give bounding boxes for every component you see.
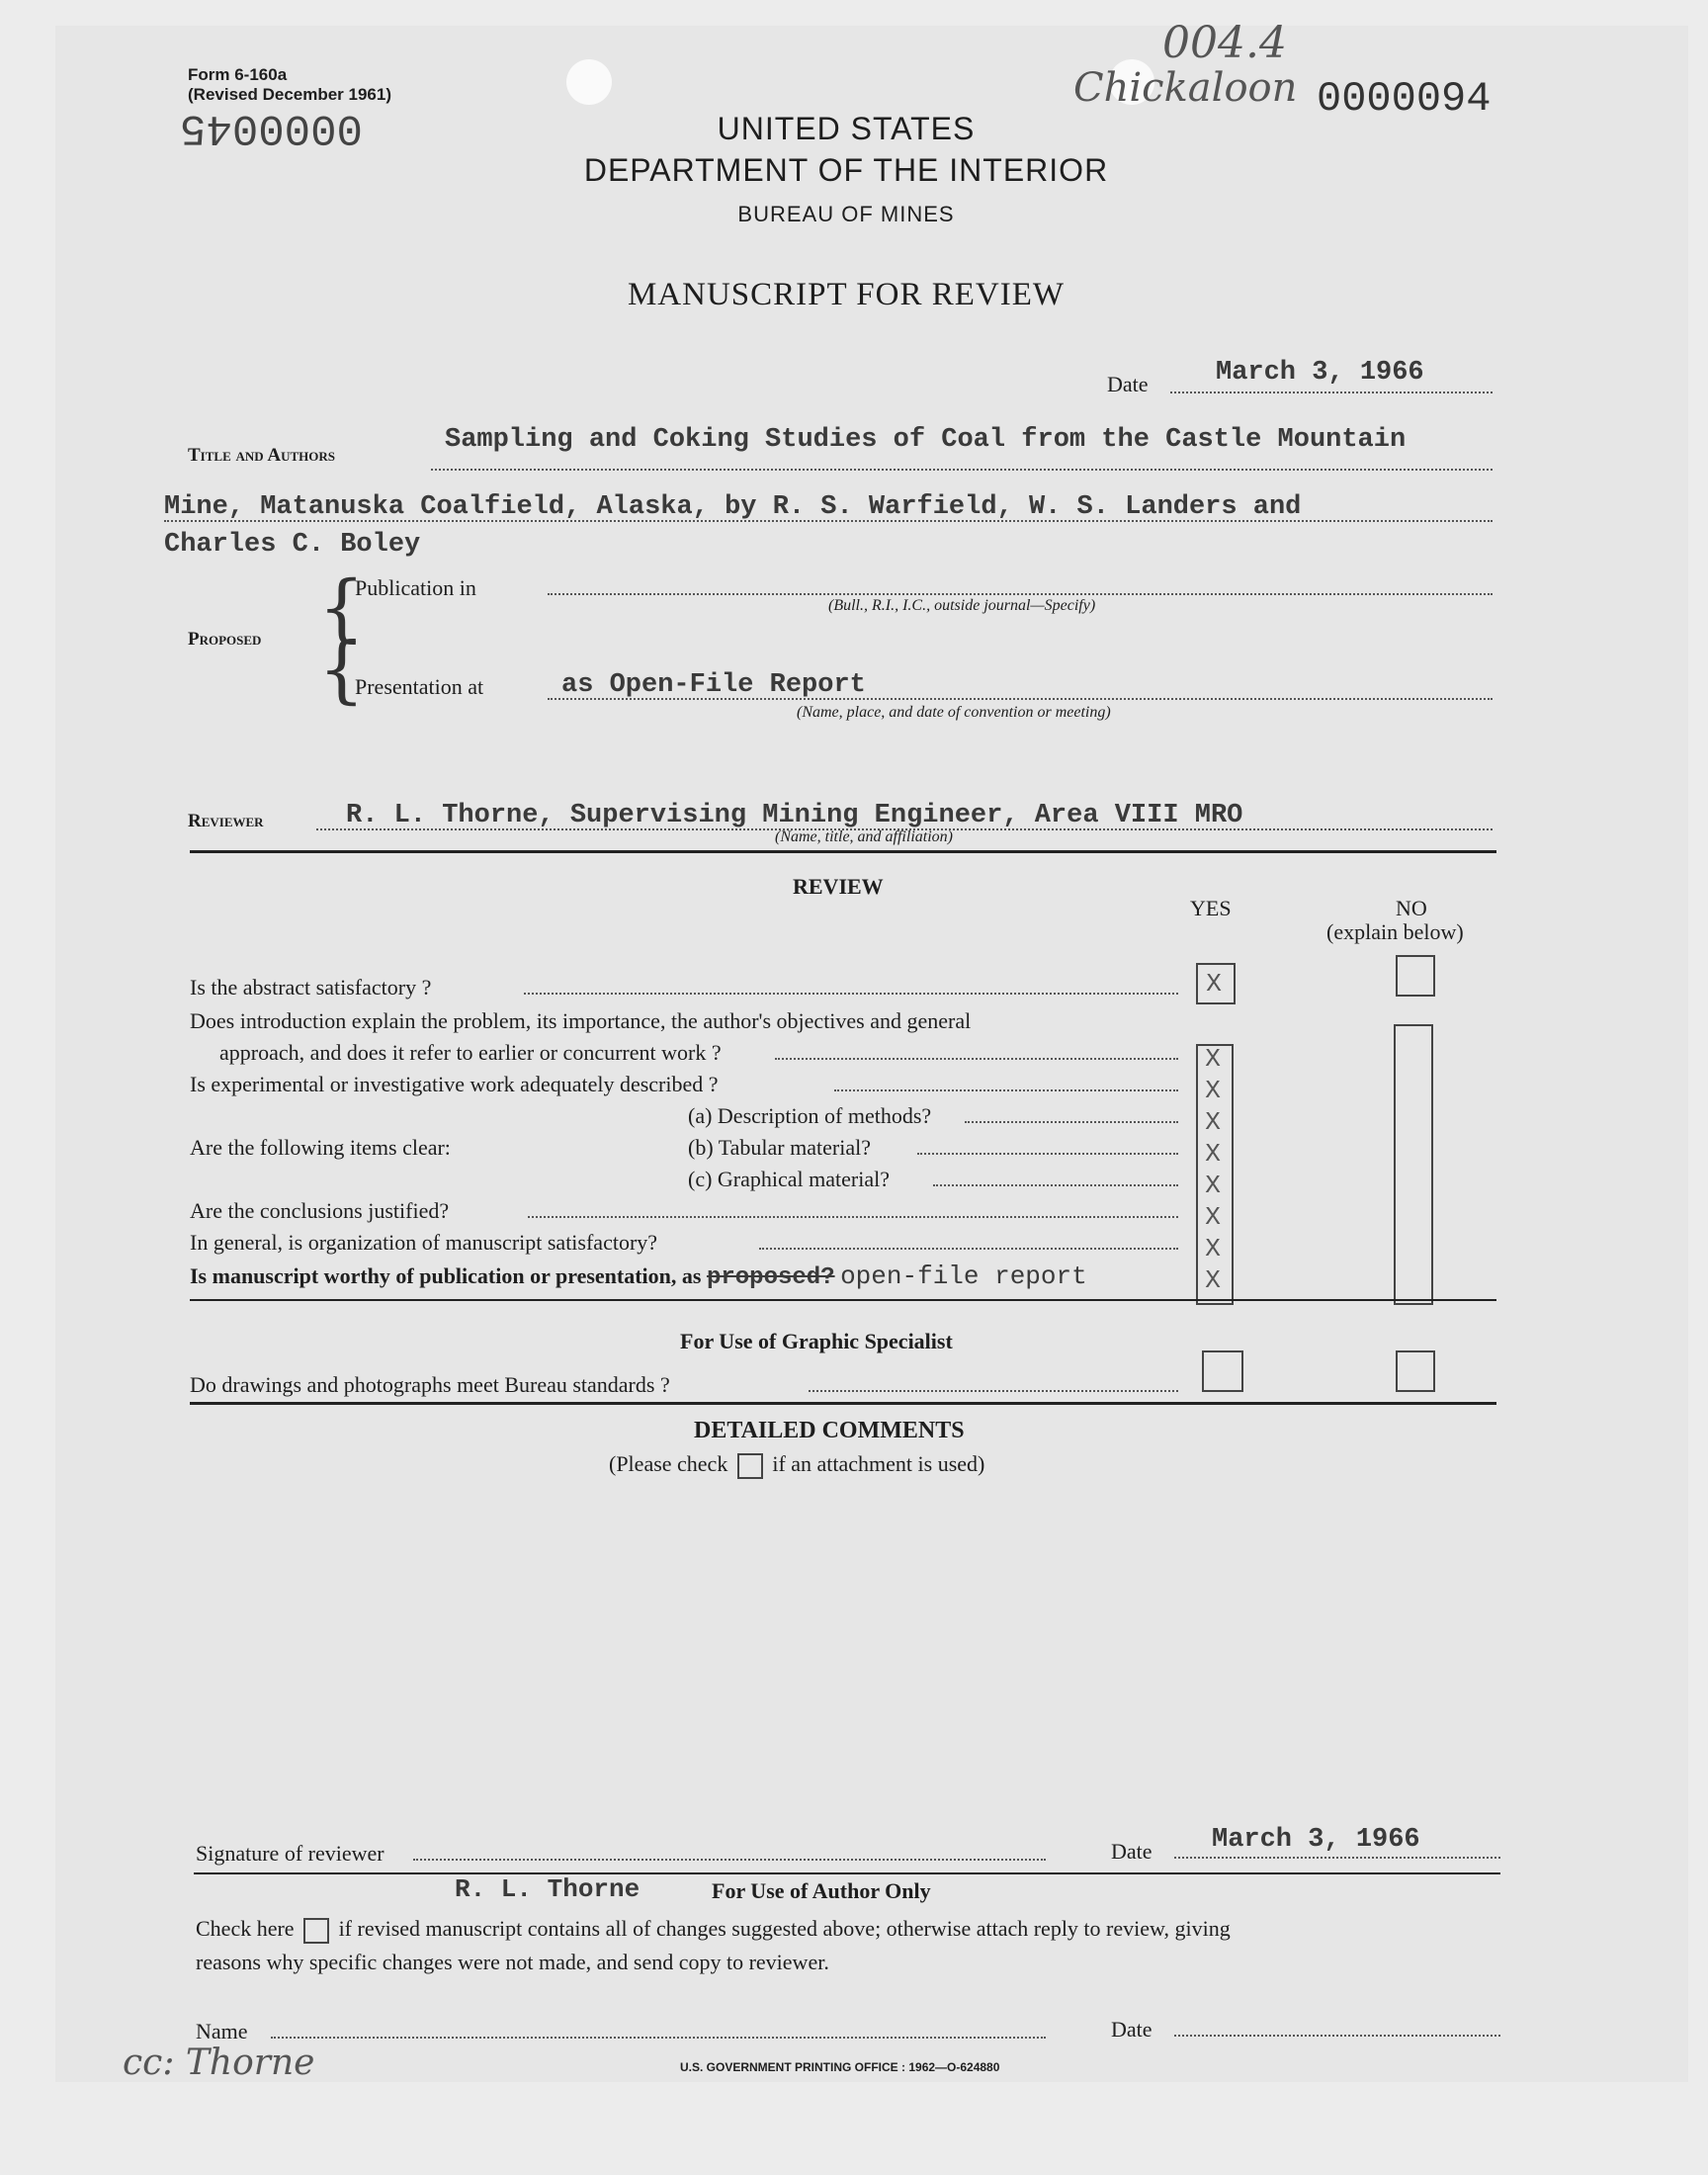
question-experimental: Is experimental or investigative work adequately described ? bbox=[190, 1072, 719, 1096]
agency-line-1: UNITED STATES bbox=[717, 111, 976, 146]
comments-note bbox=[609, 1451, 984, 1479]
comments-note-suffix: if an attachment is used) bbox=[772, 1451, 985, 1476]
experimental-yes-mark: X bbox=[1205, 1076, 1221, 1105]
signature-date-label: Date bbox=[1111, 1839, 1153, 1864]
question-tabular-leader bbox=[917, 1153, 1178, 1155]
publication-hint: (Bull., R.I., I.C., outside journal—Specify) bbox=[828, 597, 1096, 614]
right-serial-stamp: 0000094 bbox=[1317, 75, 1492, 123]
abstract-yes-mark: X bbox=[1206, 969, 1222, 999]
question-organization-leader bbox=[759, 1248, 1178, 1250]
author-heading: For Use of Author Only bbox=[712, 1878, 931, 1903]
proposed-brace-top: { bbox=[318, 566, 366, 651]
title-authors-label: Title and Authors bbox=[188, 445, 335, 466]
question-worthy-typed: open-file report bbox=[840, 1262, 1087, 1291]
section-rule-1 bbox=[190, 850, 1496, 853]
question-conclusions: Are the conclusions justified? bbox=[190, 1198, 450, 1223]
question-introduction-line-2: approach, and does it refer to earlier or concurrent work ? bbox=[219, 1040, 722, 1065]
form-title: MANUSCRIPT FOR REVIEW bbox=[627, 277, 1066, 312]
question-introduction-line-1: Does introduction explain the problem, its importance, the author's objectives and general bbox=[190, 1008, 972, 1033]
section-rule-3 bbox=[190, 1402, 1496, 1405]
section-rule-4 bbox=[194, 1872, 1500, 1874]
yes-column-header: YES bbox=[1190, 896, 1232, 920]
author-check-suffix: if revised manuscript contains all of changes suggested above; otherwise attach reply to review, giving bbox=[338, 1916, 1231, 1941]
author-date-line bbox=[1174, 2035, 1500, 2037]
comments-note-prefix: (Please check bbox=[609, 1451, 728, 1476]
question-abstract: Is the abstract satisfactory ? bbox=[190, 975, 432, 1000]
presentation-label: Presentation at bbox=[355, 674, 484, 699]
tabular-yes-mark: X bbox=[1205, 1139, 1221, 1169]
printer-imprint: U.S. GOVERNMENT PRINTING OFFICE : 1962—O-624880 bbox=[680, 2060, 1000, 2074]
date-line bbox=[1170, 392, 1493, 393]
no-checkbox-column[interactable] bbox=[1394, 1024, 1433, 1305]
methods-yes-mark: X bbox=[1205, 1107, 1221, 1137]
question-experimental-leader bbox=[834, 1089, 1178, 1091]
graphical-yes-mark: X bbox=[1205, 1171, 1221, 1200]
no-column-header: NO bbox=[1396, 896, 1427, 920]
handwritten-location: Chickaloon bbox=[1073, 65, 1298, 111]
title-text-line-2: Mine, Matanuska Coalfield, Alaska, by R. S. Warfield, W. S. Landers and bbox=[164, 492, 1302, 522]
proposed-brace-bottom: { bbox=[318, 633, 366, 718]
abstract-no-checkbox[interactable] bbox=[1396, 955, 1435, 997]
question-graphical: (c) Graphical material? bbox=[688, 1167, 890, 1191]
form-number: Form 6-160a bbox=[188, 65, 288, 84]
graphic-question: Do drawings and photographs meet Bureau standards ? bbox=[190, 1372, 670, 1397]
signature-line bbox=[413, 1859, 1046, 1861]
publication-line bbox=[548, 593, 1493, 595]
introduction-yes-mark: X bbox=[1205, 1044, 1221, 1074]
reviewer-value: R. L. Thorne, Supervising Mining Engineer, Area VIII MRO bbox=[346, 801, 1243, 830]
question-worthy-text: Is manuscript worthy of publication or presentation, as bbox=[190, 1263, 702, 1288]
question-methods: (a) Description of methods? bbox=[688, 1103, 932, 1128]
signature-date-value: March 3, 1966 bbox=[1212, 1825, 1420, 1855]
author-check-line bbox=[196, 1916, 1231, 1944]
author-name-line bbox=[271, 2037, 1046, 2039]
question-introduction-leader bbox=[775, 1058, 1178, 1060]
question-tabular: (b) Tabular material? bbox=[688, 1135, 871, 1160]
punch-hole-left bbox=[566, 59, 612, 105]
question-graphical-leader bbox=[933, 1184, 1178, 1186]
revised-manuscript-checkbox[interactable] bbox=[303, 1918, 329, 1944]
question-worthy-struck: proposed? bbox=[706, 1264, 835, 1291]
items-clear-label: Are the following items clear: bbox=[190, 1135, 451, 1160]
agency-line-3: BUREAU OF MINES bbox=[737, 202, 955, 226]
presentation-hint: (Name, place, and date of convention or meeting) bbox=[797, 704, 1111, 721]
worthy-yes-mark: X bbox=[1205, 1265, 1221, 1295]
review-heading: REVIEW bbox=[793, 874, 884, 899]
author-check-prefix: Check here bbox=[196, 1916, 295, 1941]
title-line-1 bbox=[431, 469, 1493, 471]
question-organization: In general, is organization of manuscript satisfactory? bbox=[190, 1230, 658, 1255]
organization-yes-mark: X bbox=[1205, 1234, 1221, 1263]
conclusions-yes-mark: X bbox=[1205, 1202, 1221, 1232]
graphic-no-checkbox[interactable] bbox=[1396, 1350, 1435, 1392]
presentation-value: as Open-File Report bbox=[561, 670, 866, 700]
left-serial-stamp: 0000045 bbox=[180, 103, 363, 152]
author-date-label: Date bbox=[1111, 2017, 1153, 2042]
title-text-line-1: Sampling and Coking Studies of Coal from the Castle Mountain bbox=[445, 425, 1407, 455]
form-revision: (Revised December 1961) bbox=[188, 85, 392, 104]
no-column-subheader: (explain below) bbox=[1326, 919, 1464, 944]
attachment-checkbox[interactable] bbox=[737, 1453, 763, 1479]
publication-label: Publication in bbox=[355, 575, 476, 600]
section-rule-2 bbox=[190, 1299, 1496, 1301]
date-value: March 3, 1966 bbox=[1216, 358, 1424, 388]
question-worthy bbox=[190, 1262, 1087, 1291]
graphic-yes-checkbox[interactable] bbox=[1202, 1350, 1243, 1392]
agency-line-2: DEPARTMENT OF THE INTERIOR bbox=[583, 152, 1109, 188]
reviewer-label: Reviewer bbox=[188, 811, 264, 831]
date-label: Date bbox=[1107, 372, 1149, 396]
title-text-line-3: Charles C. Boley bbox=[164, 530, 421, 560]
author-name-label: Name bbox=[196, 2019, 248, 2044]
question-methods-leader bbox=[965, 1121, 1178, 1123]
question-abstract-leader bbox=[524, 993, 1178, 995]
comments-heading: DETAILED COMMENTS bbox=[694, 1418, 965, 1443]
author-instructions-line-2: reasons why specific changes were not made, and send copy to reviewer. bbox=[196, 1950, 829, 1974]
proposed-label: Proposed bbox=[188, 629, 262, 650]
reviewer-typed-name: R. L. Thorne bbox=[455, 1874, 640, 1904]
handwritten-cc: cc: Thorne bbox=[123, 2043, 315, 2083]
reviewer-hint: (Name, title, and affiliation) bbox=[775, 828, 953, 845]
question-conclusions-leader bbox=[528, 1216, 1178, 1218]
signature-label: Signature of reviewer bbox=[196, 1841, 384, 1866]
handwritten-code: 004.4 bbox=[1162, 18, 1287, 68]
graphic-heading: For Use of Graphic Specialist bbox=[680, 1329, 953, 1353]
form-sheet bbox=[55, 18, 1688, 2083]
signature-date-line bbox=[1174, 1857, 1500, 1859]
graphic-question-leader bbox=[809, 1390, 1178, 1392]
